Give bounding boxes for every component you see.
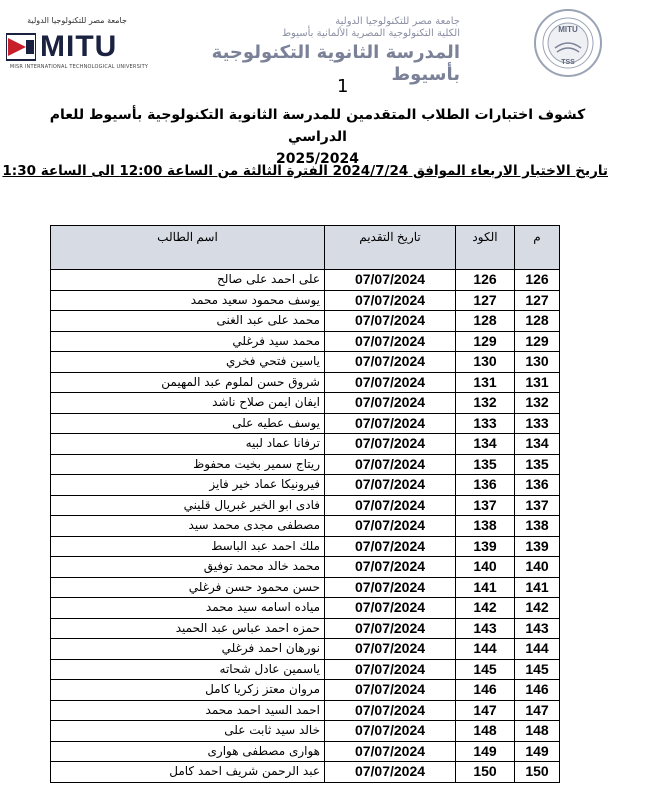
institution-names [160, 16, 460, 86]
row-number: 128 [515, 311, 560, 332]
row-student-name: ياسمين عادل شحاته [51, 659, 325, 680]
row-number: 142 [515, 598, 560, 619]
row-date: 07/07/2024 [325, 311, 456, 332]
row-date: 07/07/2024 [325, 475, 456, 496]
table-row [51, 352, 560, 373]
row-date: 07/07/2024 [325, 721, 456, 742]
exam-schedule-line: تاريخ الاختبار الاربعاء الموافق 2024/7/24 الفترة الثالثة من الساعة 12:00 الى الساعة 1:30 [2, 163, 608, 179]
table-row [51, 741, 560, 762]
row-number: 139 [515, 536, 560, 557]
mitu-emblem-icon [6, 32, 36, 62]
table-row [51, 454, 560, 475]
students-table [50, 225, 560, 783]
row-number: 130 [515, 352, 560, 373]
header-num: م [515, 226, 560, 270]
row-date: 07/07/2024 [325, 741, 456, 762]
row-student-name: مصطفى مجدى محمد سيد [51, 516, 325, 537]
letterhead [0, 0, 651, 85]
row-code: 141 [456, 577, 515, 598]
row-student-name: مياده اسامه سيد محمد [51, 598, 325, 619]
tss-seal-icon [533, 8, 603, 78]
table-row [51, 495, 560, 516]
row-date: 07/07/2024 [325, 577, 456, 598]
row-code: 143 [456, 618, 515, 639]
row-number: 148 [515, 721, 560, 742]
row-student-name: عبد الرحمن شريف احمد كامل [51, 762, 325, 783]
row-code: 130 [456, 352, 515, 373]
row-number: 147 [515, 700, 560, 721]
row-student-name: على احمد على صالح [51, 270, 325, 291]
row-number: 145 [515, 659, 560, 680]
row-number: 143 [515, 618, 560, 639]
mitu-english-name: MISR INTERNATIONAL TECHNOLOGICAL UNIVERSITY [9, 64, 149, 70]
row-date: 07/07/2024 [325, 598, 456, 619]
row-code: 128 [456, 311, 515, 332]
header-name: اسم الطالب [51, 226, 325, 270]
mitu-arabic-name: جامعة مصر للتكنولوجيا الدولية [27, 16, 127, 25]
row-date: 07/07/2024 [325, 516, 456, 537]
row-code: 146 [456, 680, 515, 701]
row-student-name: شروق حسن لملوم عبد المهيمن [51, 372, 325, 393]
row-date: 07/07/2024 [325, 618, 456, 639]
row-number: 134 [515, 434, 560, 455]
page-number: 1 [337, 76, 349, 97]
row-date: 07/07/2024 [325, 434, 456, 455]
row-student-name: يوسف عطيه على [51, 413, 325, 434]
table-row [51, 270, 560, 291]
row-number: 129 [515, 331, 560, 352]
row-date: 07/07/2024 [325, 680, 456, 701]
row-date: 07/07/2024 [325, 454, 456, 475]
row-code: 132 [456, 393, 515, 414]
title-line-2: 2025/2024 [275, 151, 360, 167]
row-code: 133 [456, 413, 515, 434]
row-date: 07/07/2024 [325, 393, 456, 414]
row-date: 07/07/2024 [325, 659, 456, 680]
row-code: 137 [456, 495, 515, 516]
row-code: 142 [456, 598, 515, 619]
table-row [51, 413, 560, 434]
row-number: 150 [515, 762, 560, 783]
row-student-name: ملك احمد عبد الباسط [51, 536, 325, 557]
table-row [51, 331, 560, 352]
row-code: 135 [456, 454, 515, 475]
row-date: 07/07/2024 [325, 372, 456, 393]
table-row [51, 536, 560, 557]
row-code: 126 [456, 270, 515, 291]
row-code: 149 [456, 741, 515, 762]
seal-top-text: MITU [558, 25, 578, 34]
row-date: 07/07/2024 [325, 557, 456, 578]
row-number: 135 [515, 454, 560, 475]
table-row [51, 372, 560, 393]
row-number: 138 [515, 516, 560, 537]
table-row [51, 762, 560, 783]
row-number: 146 [515, 680, 560, 701]
row-code: 148 [456, 721, 515, 742]
row-code: 139 [456, 536, 515, 557]
row-code: 144 [456, 639, 515, 660]
row-student-name: محمد على عبد الغنى [51, 311, 325, 332]
document-title [40, 104, 595, 170]
row-date: 07/07/2024 [325, 290, 456, 311]
row-code: 138 [456, 516, 515, 537]
row-code: 127 [456, 290, 515, 311]
row-number: 126 [515, 270, 560, 291]
table-row [51, 311, 560, 332]
table-row [51, 557, 560, 578]
row-number: 127 [515, 290, 560, 311]
row-student-name: مروان معتز زكريا كامل [51, 680, 325, 701]
row-code: 145 [456, 659, 515, 680]
row-number: 131 [515, 372, 560, 393]
row-student-name: ريتاج سمير بخيت محفوظ [51, 454, 325, 475]
row-date: 07/07/2024 [325, 536, 456, 557]
table-row [51, 639, 560, 660]
row-date: 07/07/2024 [325, 331, 456, 352]
institution-line-2: الكلية التكنولوجية المصرية الألمانية بأسيوط [281, 28, 460, 39]
table-row [51, 516, 560, 537]
institution-line-1: جامعة مصر للتكنولوجيا الدولية [335, 16, 460, 27]
seal-bottom-text: TSS [561, 59, 575, 66]
row-student-name: نورهان احمد فرغلي [51, 639, 325, 660]
row-code: 140 [456, 557, 515, 578]
row-code: 150 [456, 762, 515, 783]
row-date: 07/07/2024 [325, 762, 456, 783]
row-student-name: حمزه احمد عباس عبد الحميد [51, 618, 325, 639]
row-number: 136 [515, 475, 560, 496]
row-student-name: محمد سيد فرغلي [51, 331, 325, 352]
row-student-name: محمد خالد محمد توفيق [51, 557, 325, 578]
table-row [51, 700, 560, 721]
header-code: الكود [456, 226, 515, 270]
table-row [51, 598, 560, 619]
row-student-name: فادى ابو الخير غبريال قليني [51, 495, 325, 516]
table-row [51, 434, 560, 455]
header-date: تاريخ التقديم [325, 226, 456, 270]
row-date: 07/07/2024 [325, 270, 456, 291]
table-header-row [51, 226, 560, 270]
row-number: 144 [515, 639, 560, 660]
row-date: 07/07/2024 [325, 413, 456, 434]
row-date: 07/07/2024 [325, 700, 456, 721]
row-code: 147 [456, 700, 515, 721]
row-student-name: يوسف محمود سعيد محمد [51, 290, 325, 311]
row-date: 07/07/2024 [325, 352, 456, 373]
table-row [51, 618, 560, 639]
row-number: 133 [515, 413, 560, 434]
row-code: 129 [456, 331, 515, 352]
row-code: 134 [456, 434, 515, 455]
row-number: 141 [515, 577, 560, 598]
row-date: 07/07/2024 [325, 495, 456, 516]
row-student-name: حسن محمود حسن فرغلي [51, 577, 325, 598]
row-student-name: ترفانا عماد لبيه [51, 434, 325, 455]
row-number: 132 [515, 393, 560, 414]
table-row [51, 475, 560, 496]
table-row [51, 393, 560, 414]
mitu-logo [2, 8, 152, 68]
row-student-name: ياسين فتحي فخري [51, 352, 325, 373]
row-number: 140 [515, 557, 560, 578]
row-date: 07/07/2024 [325, 639, 456, 660]
table-row [51, 577, 560, 598]
row-student-name: هوارى مصطفى هوارى [51, 741, 325, 762]
row-code: 136 [456, 475, 515, 496]
table-row [51, 680, 560, 701]
table-row [51, 290, 560, 311]
row-student-name: خالد سيد ثابت على [51, 721, 325, 742]
row-number: 137 [515, 495, 560, 516]
row-code: 131 [456, 372, 515, 393]
row-number: 149 [515, 741, 560, 762]
title-line-1: كشوف اختبارات الطلاب المتقدمين للمدرسة الثانوية التكنولوجية بأسيوط للعام الدراسي [49, 107, 586, 145]
table-row [51, 659, 560, 680]
row-student-name: فيرونيكا عماد خير فايز [51, 475, 325, 496]
row-student-name: ايفان ايمن صلاح ناشد [51, 393, 325, 414]
table-row [51, 721, 560, 742]
school-name: المدرسة الثانوية التكنولوجية بأسيوط [211, 42, 460, 85]
mitu-wordmark: MITU [40, 30, 118, 63]
row-student-name: احمد السيد احمد محمد [51, 700, 325, 721]
